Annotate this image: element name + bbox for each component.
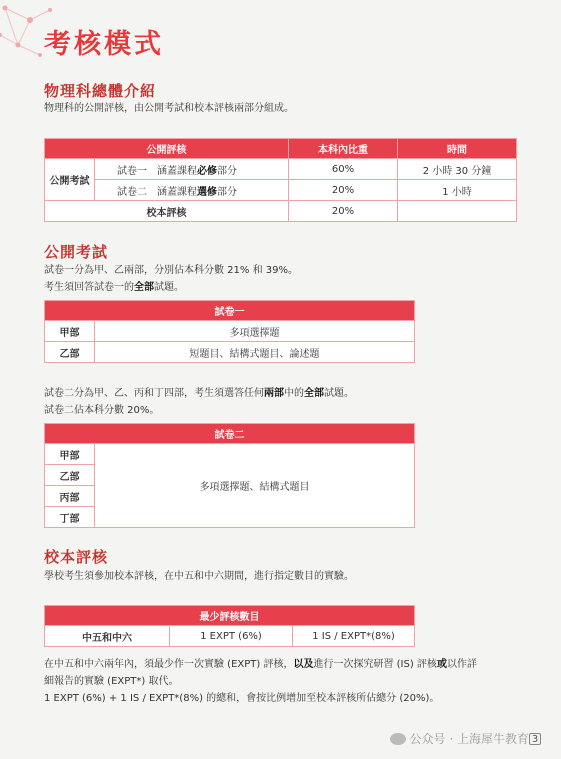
- watermark: [390, 730, 529, 747]
- paper1-section-b-label: 乙部: [45, 342, 95, 363]
- paper1-time: 2 小時 30 分鐘: [398, 159, 517, 180]
- paper1-table: [44, 300, 415, 363]
- paper1-desc: 試卷一 涵蓋課程必修部分: [95, 159, 289, 180]
- paper2-content: 多項選擇題、結構式題目: [95, 444, 415, 528]
- paper1-header: 試卷一: [45, 301, 415, 321]
- page-number: 3: [529, 733, 541, 745]
- page-title: 考核模式: [44, 29, 164, 60]
- section-title-overview: 物理科總體介紹: [44, 82, 157, 100]
- paper1-section-a-content: 多項選擇題: [95, 321, 415, 342]
- section-title-public-exam: 公開考試: [44, 243, 109, 261]
- paper2-weight: 20%: [289, 180, 398, 201]
- paper2-desc: 試卷二 涵蓋課程選修部分: [95, 180, 289, 201]
- paper2-time: 1 小時: [398, 180, 517, 201]
- sba-time-empty: [398, 201, 517, 222]
- exam-line2: 考生須回答試卷一的全部試題。: [44, 282, 184, 293]
- sba-label: 校本評核: [45, 201, 289, 222]
- sba-row-label: 中五和中六: [45, 626, 170, 647]
- sba-header: 最少評核數目: [45, 606, 415, 626]
- paper2-section-a-label: 甲部: [45, 444, 95, 465]
- sba-table: [44, 605, 415, 647]
- exam-line3: 試卷二分為甲、乙、丙和丁四部，考生須選答任何兩部中的全部試題。: [44, 388, 354, 399]
- sba-para1: 在中五和中六兩年內，須最少作一次實驗 (EXPT) 評核，以及進行一次探究研習 (IS) 評核或以作詳: [44, 659, 477, 670]
- exam-line1: 試卷一分為甲、乙兩部，分別佔本科分數 21% 和 39%。: [44, 265, 298, 276]
- exam-line4: 試卷二佔本科分數 20%。: [44, 405, 160, 416]
- sba-is-expt: 1 IS / EXPT*(8%): [293, 626, 415, 647]
- paper2-section-c-label: 丙部: [45, 486, 95, 507]
- wechat-icon: [390, 733, 406, 745]
- overview-table: [44, 138, 517, 222]
- paper1-section-b-content: 短題目、結構式題目、論述題: [95, 342, 415, 363]
- paper1-section-a-label: 甲部: [45, 321, 95, 342]
- paper2-section-d-label: 丁部: [45, 507, 95, 528]
- header-weight: 本科內比重: [289, 139, 398, 159]
- paper2-header: 試卷二: [45, 424, 415, 444]
- section-title-sba: 校本評核: [44, 548, 109, 566]
- paper2-section-b-label: 乙部: [45, 465, 95, 486]
- overview-intro: 物理科的公開評核，由公開考試和校本評核兩部分組成。: [44, 103, 294, 114]
- sba-line1: 學校考生須參加校本評核，在中五和中六期間，進行指定數目的實驗。: [44, 571, 354, 582]
- header-time: 時間: [398, 139, 517, 159]
- watermark-text: 公众号 · 上海犀牛教育: [409, 732, 529, 746]
- paper1-weight: 60%: [289, 159, 398, 180]
- row-label-public-exam: 公開考試: [45, 159, 95, 201]
- sba-para3: 1 EXPT (6%) + 1 IS / EXPT*(8%) 的總和，會按比例增加至校本評核所佔總分 (20%)。: [44, 693, 440, 704]
- sba-para2: 細報告的實驗 (EXPT*) 取代。: [44, 676, 179, 687]
- sba-expt: 1 EXPT (6%): [170, 626, 293, 647]
- header-public-assessment: 公開評核: [45, 139, 289, 159]
- paper2-table: [44, 423, 415, 528]
- sba-weight: 20%: [289, 201, 398, 222]
